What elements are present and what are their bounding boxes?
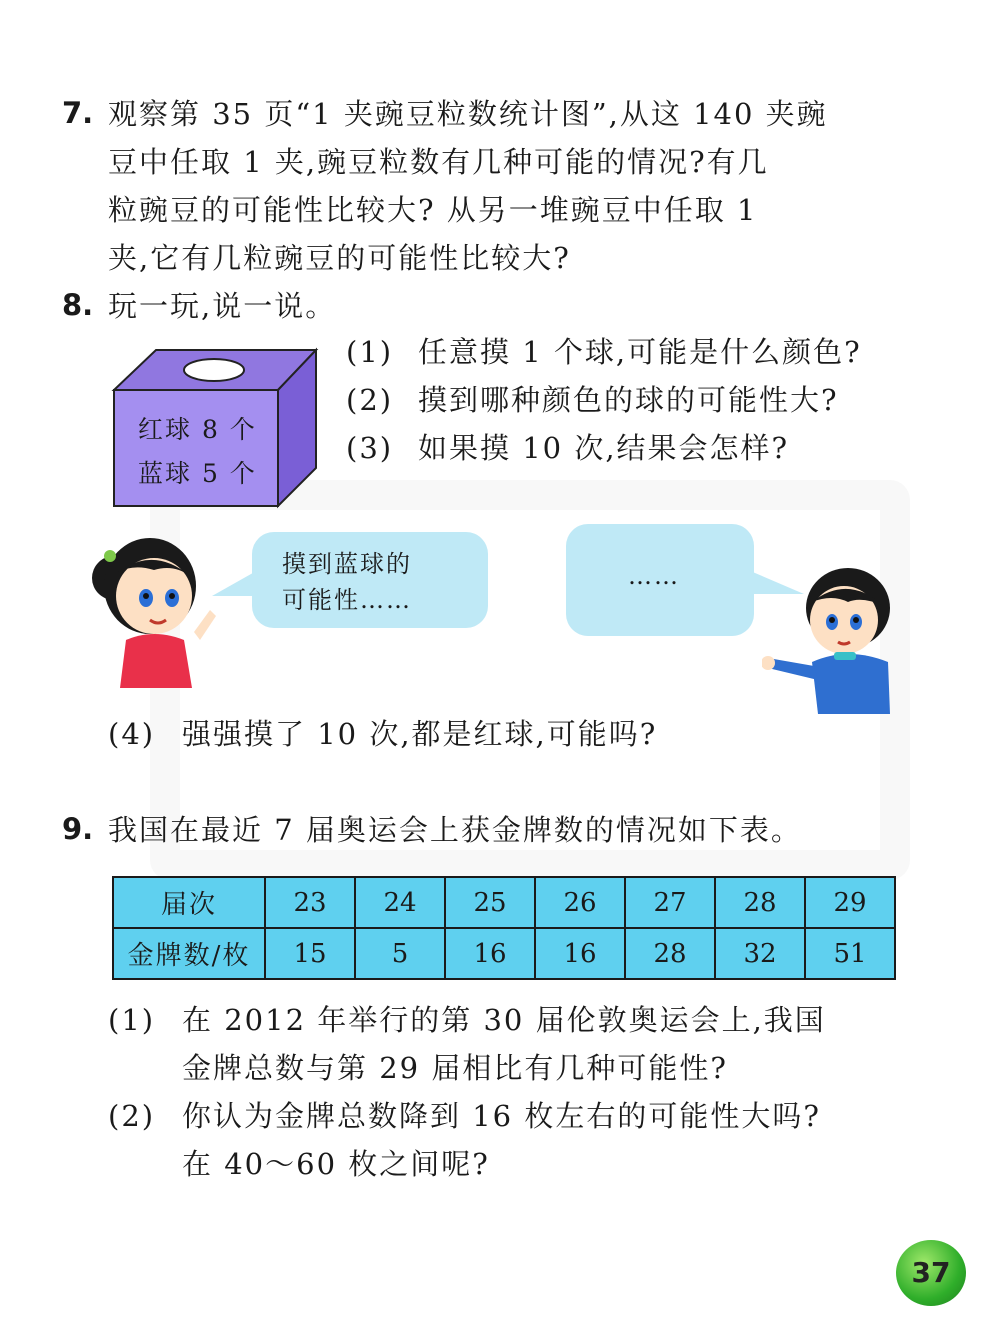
q8-sub2: 摸到哪种颜色的球的可能性大? xyxy=(418,383,839,417)
table-row-header: 届次 xyxy=(113,877,265,928)
q8-sub2-number: (2) xyxy=(346,383,394,417)
table-cell: 26 xyxy=(535,877,625,928)
q8-number: 8. xyxy=(62,288,94,322)
girl-illustration xyxy=(84,528,234,688)
q8-sub1: 任意摸 1 个球,可能是什么颜色? xyxy=(418,335,862,369)
table-row-medals xyxy=(113,928,895,979)
q9-sub1-number: (1) xyxy=(108,1003,156,1037)
table-cell: 15 xyxy=(265,928,355,979)
q9-sub1-line-1: 在 2012 年举行的第 30 届伦敦奥运会上,我国 xyxy=(182,1003,826,1037)
q8-sub3: 如果摸 10 次,结果会怎样? xyxy=(418,431,790,465)
q7-line-3: 粒豌豆的可能性比较大? 从另一堆豌豆中任取 1 xyxy=(108,193,758,227)
table-cell: 51 xyxy=(805,928,895,979)
table-row-header: 金牌数/枚 xyxy=(113,928,265,979)
table-cell: 27 xyxy=(625,877,715,928)
table-cell: 32 xyxy=(715,928,805,979)
box-label-red: 红球 8 个 xyxy=(138,415,257,444)
page-number-badge: 37 xyxy=(896,1240,966,1306)
q7-number: 7. xyxy=(62,96,94,130)
table-cell: 25 xyxy=(445,877,535,928)
speech-bubble-left-line-2: 可能性…… xyxy=(282,586,412,614)
table-cell: 5 xyxy=(355,928,445,979)
q8-title: 玩一玩,说一说。 xyxy=(108,289,337,323)
q8-sub3-number: (3) xyxy=(346,431,394,465)
speech-bubble-left-line-1: 摸到蓝球的 xyxy=(282,550,412,578)
speech-bubble-left-tail xyxy=(212,566,258,602)
olympic-medals-table xyxy=(112,876,896,980)
table-cell: 28 xyxy=(715,877,805,928)
table-cell: 24 xyxy=(355,877,445,928)
q8-sub4-number: (4) xyxy=(108,717,156,751)
table-cell: 28 xyxy=(625,928,715,979)
q8-sub1-number: (1) xyxy=(346,335,394,369)
q9-number: 9. xyxy=(62,812,94,846)
speech-bubble-right-text: …… xyxy=(628,562,680,590)
boy-illustration xyxy=(762,566,902,714)
table-cell: 16 xyxy=(445,928,535,979)
q7-line-1: 观察第 35 页“1 夹豌豆粒数统计图”,从这 140 夹豌 xyxy=(108,97,828,131)
q9-sub2-line-2: 在 40～60 枚之间呢? xyxy=(182,1147,490,1181)
q9-sub2-number: (2) xyxy=(108,1099,156,1133)
q8-sub4: 强强摸了 10 次,都是红球,可能吗? xyxy=(182,717,658,751)
box-label-blue: 蓝球 5 个 xyxy=(138,459,257,488)
table-cell: 29 xyxy=(805,877,895,928)
q9-sub2-line-1: 你认为金牌总数降到 16 枚左右的可能性大吗? xyxy=(182,1099,821,1133)
table-cell: 23 xyxy=(265,877,355,928)
q7-line-4: 夹,它有几粒豌豆的可能性比较大? xyxy=(108,241,571,275)
q9-sub1-line-2: 金牌总数与第 29 届相比有几种可能性? xyxy=(182,1051,728,1085)
q9-title: 我国在最近 7 届奥运会上获金牌数的情况如下表。 xyxy=(108,813,802,847)
q7-line-2: 豆中任取 1 夹,豌豆粒数有几种可能的情况?有几 xyxy=(108,145,769,179)
table-row-sessions xyxy=(113,877,895,928)
table-cell: 16 xyxy=(535,928,625,979)
